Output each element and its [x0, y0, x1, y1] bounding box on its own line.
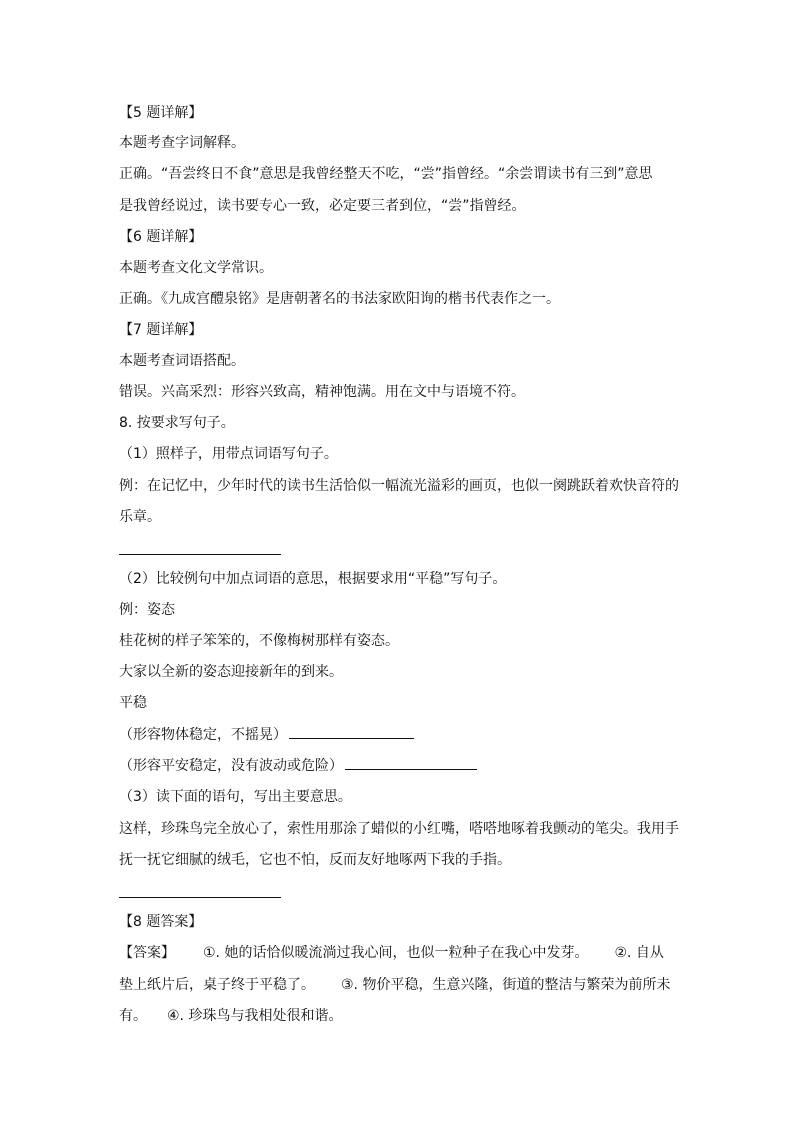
- example-sentence: 大家以全新的姿态迎接新年的到来。: [119, 664, 343, 680]
- example-label: 例：姿态: [119, 602, 175, 618]
- answer-item-3-cont: 有。: [119, 1008, 147, 1024]
- answer-line: [119, 944, 664, 962]
- section-heading-7: 【7 题详解】: [119, 322, 203, 338]
- fill-prompt: [119, 726, 414, 744]
- fill-prompt-text: （形容平安稳定，没有波动或危险）: [119, 758, 343, 774]
- sub-question-2: （2）比较例句中加点词语的意思，根据要求用“平稳”写句子。: [119, 571, 507, 587]
- paragraph-text: 是我曾经说过，读书要专心一致，必定要三者到位，“尝”指曾经。: [119, 198, 526, 214]
- sub-question-3: （3）读下面的语句，写出主要意思。: [119, 789, 352, 805]
- answer-item-4: ④. 珍珠鸟与我相处很和谐。: [167, 1008, 343, 1024]
- fill-prompt: [119, 757, 477, 775]
- section-heading-6: 【6 题详解】: [119, 229, 203, 245]
- section-heading-5: 【5 题详解】: [119, 105, 203, 121]
- target-word: 平稳: [119, 695, 147, 711]
- answer-item-2-cont: 垫上纸片后，桌子终于平稳了。: [119, 977, 315, 993]
- answer-blank-line: [119, 897, 281, 898]
- paragraph-text: 正确。“吾尝终日不食”意思是我曾经整天不吃，“尝”指曾经。“余尝谓读书有三到”意思: [119, 166, 653, 182]
- passage-text: 这样，珍珠鸟完全放心了，索性用那涂了蜡似的小红嘴，嗒嗒地啄着我颤动的笔尖。我用手: [119, 821, 679, 837]
- answer-line: [119, 976, 670, 994]
- answer-item-1: ①. 她的话恰似暖流淌过我心间，也似一粒种子在我心中发芽。: [203, 945, 589, 961]
- example-sentence: 乐章。: [119, 509, 161, 525]
- question-title: 8. 按要求写句子。: [119, 415, 235, 431]
- section-heading-8: 【8 题答案】: [119, 914, 203, 930]
- paragraph-text: 正确。《九成宫醴泉铭》是唐朝著名的书法家欧阳询的楷书代表作之一。: [119, 291, 560, 307]
- answer-blank-line: [289, 726, 414, 739]
- paragraph-text: 本题考查文化文学常识。: [119, 260, 273, 276]
- paragraph-text: 本题考查字词解释。: [119, 135, 245, 151]
- paragraph-text: 错误。兴高采烈：形容兴致高，精神饱满。用在文中与语境不符。: [119, 384, 525, 400]
- answer-item-2: ②. 自从: [614, 945, 664, 961]
- fill-prompt-text: （形容物体稳定，不摇晃）: [119, 727, 287, 743]
- paragraph-text: 本题考查词语搭配。: [119, 353, 245, 369]
- example-sentence: 桂花树的样子笨笨的，不像梅树那样有姿态。: [119, 633, 399, 649]
- answer-item-3: ③. 物价平稳，生意兴隆，街道的整洁与繁荣为前所未: [341, 977, 671, 993]
- example-sentence: 例：在记忆中，少年时代的读书生活恰似一幅流光溢彩的画页，也似一阕跳跃着欢快音符的: [119, 478, 679, 494]
- sub-question-1: （1）照样子，用带点词语写句子。: [119, 446, 338, 462]
- answer-blank-line: [119, 554, 281, 555]
- answer-line: [119, 1007, 342, 1025]
- answer-label: 【答案】: [119, 945, 175, 961]
- answer-blank-line: [345, 757, 477, 770]
- passage-text: 抚一抚它细腻的绒毛，它也不怕，反而友好地啄两下我的手指。: [119, 852, 511, 868]
